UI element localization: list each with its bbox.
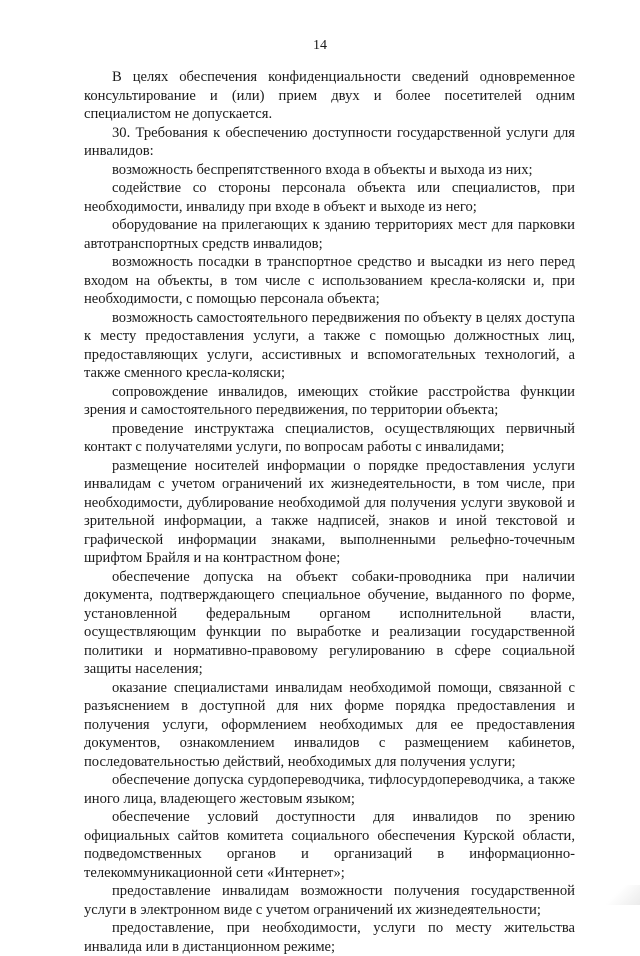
list-item-escort: сопровождение инвалидов, имеющих стойкие расстройства функции зрения и самостоятельного передвижения, по территории объекта; — [84, 383, 575, 418]
list-item-vehicle-boarding: возможность посадки в транспортное средство и высадки из него перед входом на объекты, в том числе с использованием кресла-коляски и, при необходимости, с помощью персонала объекта; — [84, 254, 575, 307]
paragraph-section-30: 30. Требования к обеспечению доступности государственной услуги для инвалидов: — [84, 124, 575, 159]
list-item-information-carriers: размещение носителей информации о порядке предоставления услуги инвалидам с учетом ограничений их жизнедеятельности, в том числе, при необходимости, дублирование необходимой для получения услуги звуковой и зрительной информации, а также надписей, знаков и иной текстовой и графической информации знаками, выполненными рельефно-точечным шрифтом Брайля и на контрастном фоне; — [84, 457, 575, 566]
list-item-electronic-service: предоставление инвалидам возможности получения государственной услуги в электронном виде с учетом ограничений их жизнедеятельности; — [84, 883, 575, 918]
list-item-remote-service: предоставление, при необходимости, услуги по месту жительства инвалида или в дистанционном режиме; — [84, 920, 575, 955]
scan-edge-shadow — [600, 885, 640, 905]
list-item-parking: оборудование на прилегающих к зданию территориях мест для парковки автотранспортных средств инвалидов; — [84, 217, 575, 252]
list-item-entrance: возможность беспрепятственного входа в объекты и выхода из них; — [112, 161, 533, 178]
list-item-specialist-help: оказание специалистами инвалидам необходимой помощи, связанной с разъяснением в доступной для них форме порядка предоставления и получения услуги, оформлением необходимых для ее предоставления документов, ознакомлением инвалидов с размещением кабинетов, последовательностью действий, необходимых для получения услуги; — [84, 679, 575, 770]
list-item-movement: возможность самостоятельного передвижения по объекту в целях доступа к месту предоставления услуги, а также с помощью должностных лиц, предоставляющих услуги, ассистивных и вспомогательных технологий, а также сменного кресла-коляски; — [84, 309, 575, 381]
list-item-website-accessibility: обеспечение условий доступности для инвалидов по зрению официальных сайтов комитета социального обеспечения Курской области, подведомственных органов и организаций в информационно-телекоммуникационной сети «Интернет»; — [84, 809, 575, 881]
page-number: 14 — [313, 38, 327, 53]
document-body — [84, 68, 575, 956]
list-item-sign-interpreter: обеспечение допуска сурдопереводчика, тифлосурдопереводчика, а также иного лица, владеющего жестовым языком; — [84, 772, 575, 807]
list-item-staff-assistance: содействие со стороны персонала объекта или специалистов, при необходимости, инвалиду при входе в объект и выходе из него; — [84, 180, 575, 215]
list-item-briefing: проведение инструктажа специалистов, осуществляющих первичный контакт с получателями услуги, по вопросам работы с инвалидами; — [84, 420, 575, 455]
list-item-guide-dog: обеспечение допуска на объект собаки-проводника при наличии документа, подтверждающего специальное обучение, выданного по форме, установленной федеральным органом исполнительной власти, осуществляющим функции по выработке и реализации государственной политики и нормативно-правовому регулированию в сфере социальной защиты населения; — [84, 568, 575, 677]
paragraph-confidentiality: В целях обеспечения конфиденциальности сведений одновременное консультирование и (или) прием двух и более посетителей одним специалистом не допускается. — [84, 69, 575, 122]
